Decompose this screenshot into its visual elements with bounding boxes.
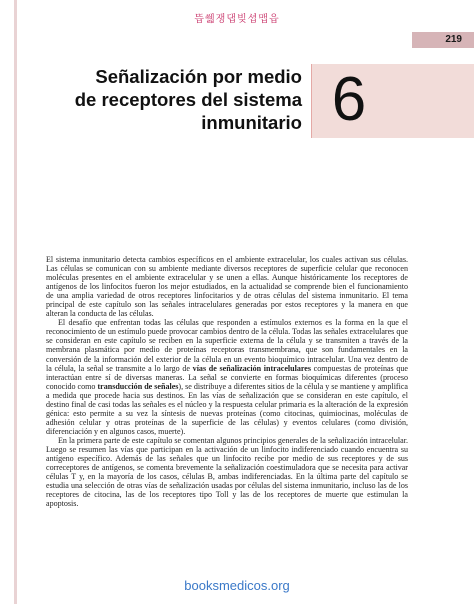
page-number-tab bbox=[412, 32, 474, 48]
header-glyphs: 뜹쒧쟁댑빚셥맵읍 bbox=[194, 14, 280, 25]
body-text bbox=[46, 255, 408, 508]
paragraph-2-text-b: compuestas de proteínas que interactúan entre sí de diversas maneras. La señal se convierte en formas bioquímicas diferentes (proceso conocido como bbox=[46, 363, 408, 391]
chapter-number: 6 bbox=[331, 65, 367, 134]
page-number: 219 bbox=[445, 34, 462, 45]
paragraph-1: El sistema inmunitario detecta cambios específicos en el ambiente extracelular, los cuales activan sus células. Las células se comunican con su ambiente mediante diversos receptores de superficie celular que reconocen moléculas presentes en el ambiente extracelular y se unen a ellas. Aunque históricamente los receptores de antígenos de los linfocitos fueron los mejor estudiados, en la actualidad se comprende bien el funcionamiento de una amplia variedad de otros receptores linfocitarios y de otras células del sistema inmunitario. El tema principal de este capítulo son las señales intracelulares generadas por estos receptores y la manera en que alteran la conducta de las células. bbox=[46, 255, 408, 319]
term-intracellular-pathways: vías de señalización intracelulares bbox=[192, 363, 311, 373]
paragraph-3: En la primera parte de este capítulo se comentan algunos principios generales de la señalización intracelular. Luego se resumen las vías que participan en la activación de un linfocito indiferenciado cuando encuentra su antígeno específico. Además de las señales que un linfocito recibe por medio de sus receptores y de sus correceptores de antígenos, se comenta brevemente la señalización coestimuladora que se necesita para activar células T y, en la mayoría de los casos, células B, ambas indiferenciadas. En la última parte del capítulo se estudia una selección de otras vías de señalización usadas por células del sistema inmunitario, incluso las de los receptores de citocina, las de los receptores tipo Toll y las de los receptores de muerte que estimulan la apoptosis. bbox=[46, 435, 408, 509]
paragraph-2-text-c: ), se distribuye a diferentes sitios de la célula y se mantiene y amplifica a medida que procede hacia sus destinos. En las vías de señalización que se consideran en este capítulo, el destino final de casi todas las señales es el núcleo y la respuesta celular primaria es la alteración de la expresión génica: esto permite a su vez la síntesis de nuevas proteínas (como citocinas, quimiocinas, moléculas de adhesión celular y otras proteínas de la superficie de las células) y eventos celulares (como división, diferenciación y en algunos casos, muerte). bbox=[46, 381, 408, 436]
chapter-title bbox=[40, 65, 302, 134]
left-margin-rule bbox=[14, 0, 17, 604]
term-signal-transduction: transducción de señales bbox=[97, 381, 179, 391]
chapter-title-line-2: de receptores del sistema bbox=[74, 89, 302, 110]
chapter-box-edge bbox=[311, 64, 312, 138]
chapter-title-line-1: Señalización por medio bbox=[95, 66, 302, 87]
chapter-title-line-3: inmunitario bbox=[201, 112, 302, 133]
paragraph-2 bbox=[46, 318, 408, 436]
footer-website-link[interactable]: booksmedicos.org bbox=[184, 578, 290, 593]
paragraph-2-text-a: El desafío que enfrentan todas las células que responden a estímulos externos es la forma en la que el reconocimiento de un estímulo puede provocar cambios dentro de la célula. Todas las señales extracelulares que se consideran en este capítulo se reciben en la superficie externa de la célula y se transmiten a través de la membrana plasmática por medio de proteínas receptoras transmembrana, que son fundamentales en la conversión de la información del exterior de la célula en un evento bioquímico intracelular. Una vez dentro de la célula, la señal se transmite a lo largo de bbox=[46, 318, 408, 373]
